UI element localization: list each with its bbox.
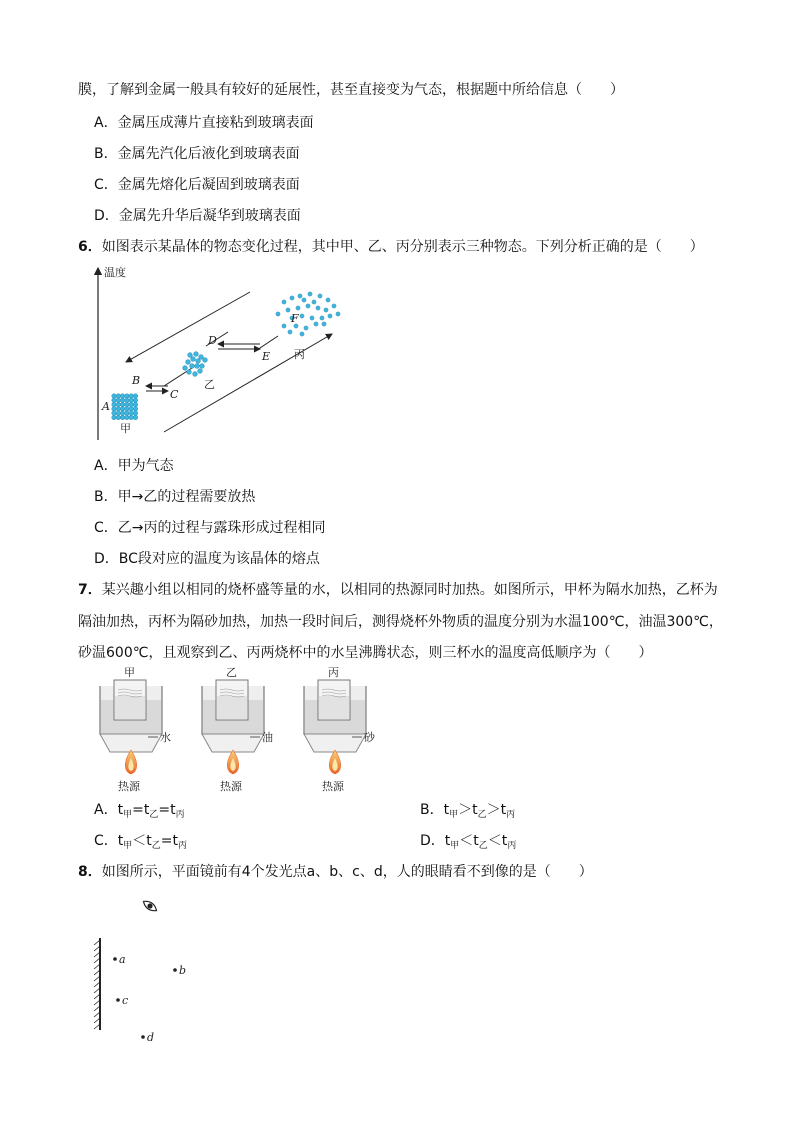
q8-stem-text: 如图所示，平面镜前有4个发光点a、b、c、d，人的眼睛看不到像的是（ ） <box>101 864 593 880</box>
point-c-label: c <box>122 994 129 1007</box>
q5-option-a[interactable]: A．金属压成薄片直接粘到玻璃表面 <box>94 115 314 131</box>
q6-gas-particles <box>276 292 340 336</box>
point-b-dot <box>173 968 177 972</box>
q8-stem <box>78 862 593 882</box>
q6-point-a: A <box>102 400 110 413</box>
q5-option-b[interactable]: B．金属先汽化后液化到玻璃表面 <box>94 146 300 162</box>
q6-point-f: F <box>291 312 299 325</box>
q6-option-b[interactable]: B．甲→乙的过程需要放热 <box>94 489 256 505</box>
q6-state-yi: 乙 <box>204 378 215 391</box>
q7-option-a[interactable]: A．$t_甲=t_乙=t_丙$ <box>94 802 185 820</box>
q6-solid-particles <box>112 394 138 420</box>
point-c-dot <box>116 998 120 1002</box>
beaker-side-label: 水 <box>160 731 171 744</box>
q6-state-bing: 丙 <box>294 348 305 361</box>
q5-option-c[interactable]: C．金属先熔化后凝固到玻璃表面 <box>94 177 300 193</box>
beaker-side-label: 油 <box>262 731 273 744</box>
beaker-top-label: 甲 <box>124 666 135 679</box>
q5-option-d[interactable]: D．金属先升华后凝华到玻璃表面 <box>94 208 301 224</box>
point-d-dot <box>141 1035 145 1039</box>
q6-option-c[interactable]: C．乙→丙的过程与露珠形成过程相同 <box>94 520 326 536</box>
q6-axis-label: 温度 <box>104 266 126 279</box>
heat-source-label: 热源 <box>322 780 344 793</box>
beaker-top-label: 丙 <box>328 666 339 679</box>
q6-point-b: B <box>132 374 141 387</box>
q7-stem-text-1: 某兴趣小组以相同的烧杯盛等量的水，以相同的热源同时加热。如图所示，甲杯为隔水加热，乙杯为 <box>101 582 718 598</box>
beaker-setup <box>304 666 376 793</box>
eye-icon <box>141 899 158 914</box>
q7-stem-line-2: 隔油加热，丙杯为隔砂加热，加热一段时间后，测得烧杯外物质的温度分别为水温100℃，油温300℃， <box>78 614 723 630</box>
q6-point-d: D <box>208 334 217 347</box>
beaker-setup <box>100 666 171 793</box>
beaker-setup <box>202 666 273 793</box>
q5-stem-tail: 膜，了解到金属一般具有较好的延展性，甚至直接变为气态，根据题中所给信息（ ） <box>78 82 624 98</box>
beaker-top-label: 乙 <box>226 666 237 679</box>
beaker-side-label: 砂 <box>364 731 375 744</box>
point-b-label: b <box>179 964 187 977</box>
q6-point-e: E <box>262 350 271 363</box>
q6-option-d[interactable]: D．BC段对应的温度为该晶体的熔点 <box>94 551 320 567</box>
q7-stem-line-3: 砂温600℃，且观察到乙、丙两烧杯中的水呈沸腾状态，则三杯水的温度高低顺序为（ ） <box>78 645 653 661</box>
q6-option-a[interactable]: A．甲为气态 <box>94 458 174 474</box>
q7-beaker-figure <box>92 666 392 796</box>
q7-stem-line-1 <box>78 580 718 600</box>
heat-source-label: 热源 <box>220 780 242 793</box>
q6-stem-text: 如图表示某晶体的物态变化过程，其中甲、乙、丙分别表示三种物态。下列分析正确的是（ ） <box>101 239 704 255</box>
q7-option-c[interactable]: C．$t_甲<t_乙=t_丙$ <box>94 833 188 851</box>
q6-long-arrow-down <box>126 292 250 362</box>
point-d-label: d <box>147 1031 155 1044</box>
q6-number: 6． <box>78 239 102 255</box>
q6-state-jia: 甲 <box>120 422 131 435</box>
q6-liquid-particles <box>183 352 208 377</box>
q8-number: 8． <box>78 864 102 880</box>
q7-number: 7． <box>78 582 102 598</box>
q7-option-d[interactable]: D．$t_甲<t_乙<t_丙$ <box>420 833 517 851</box>
q6-phase-diagram <box>88 262 358 442</box>
point-a-label: a <box>119 953 126 966</box>
point-a-dot <box>113 957 117 961</box>
q6-point-c: C <box>170 388 179 401</box>
heat-source-label: 热源 <box>118 780 140 793</box>
q6-stem <box>78 237 704 257</box>
q8-mirror-figure <box>88 892 228 1052</box>
q7-option-b[interactable]: B．$t_甲>t_乙>t_丙$ <box>420 802 516 820</box>
